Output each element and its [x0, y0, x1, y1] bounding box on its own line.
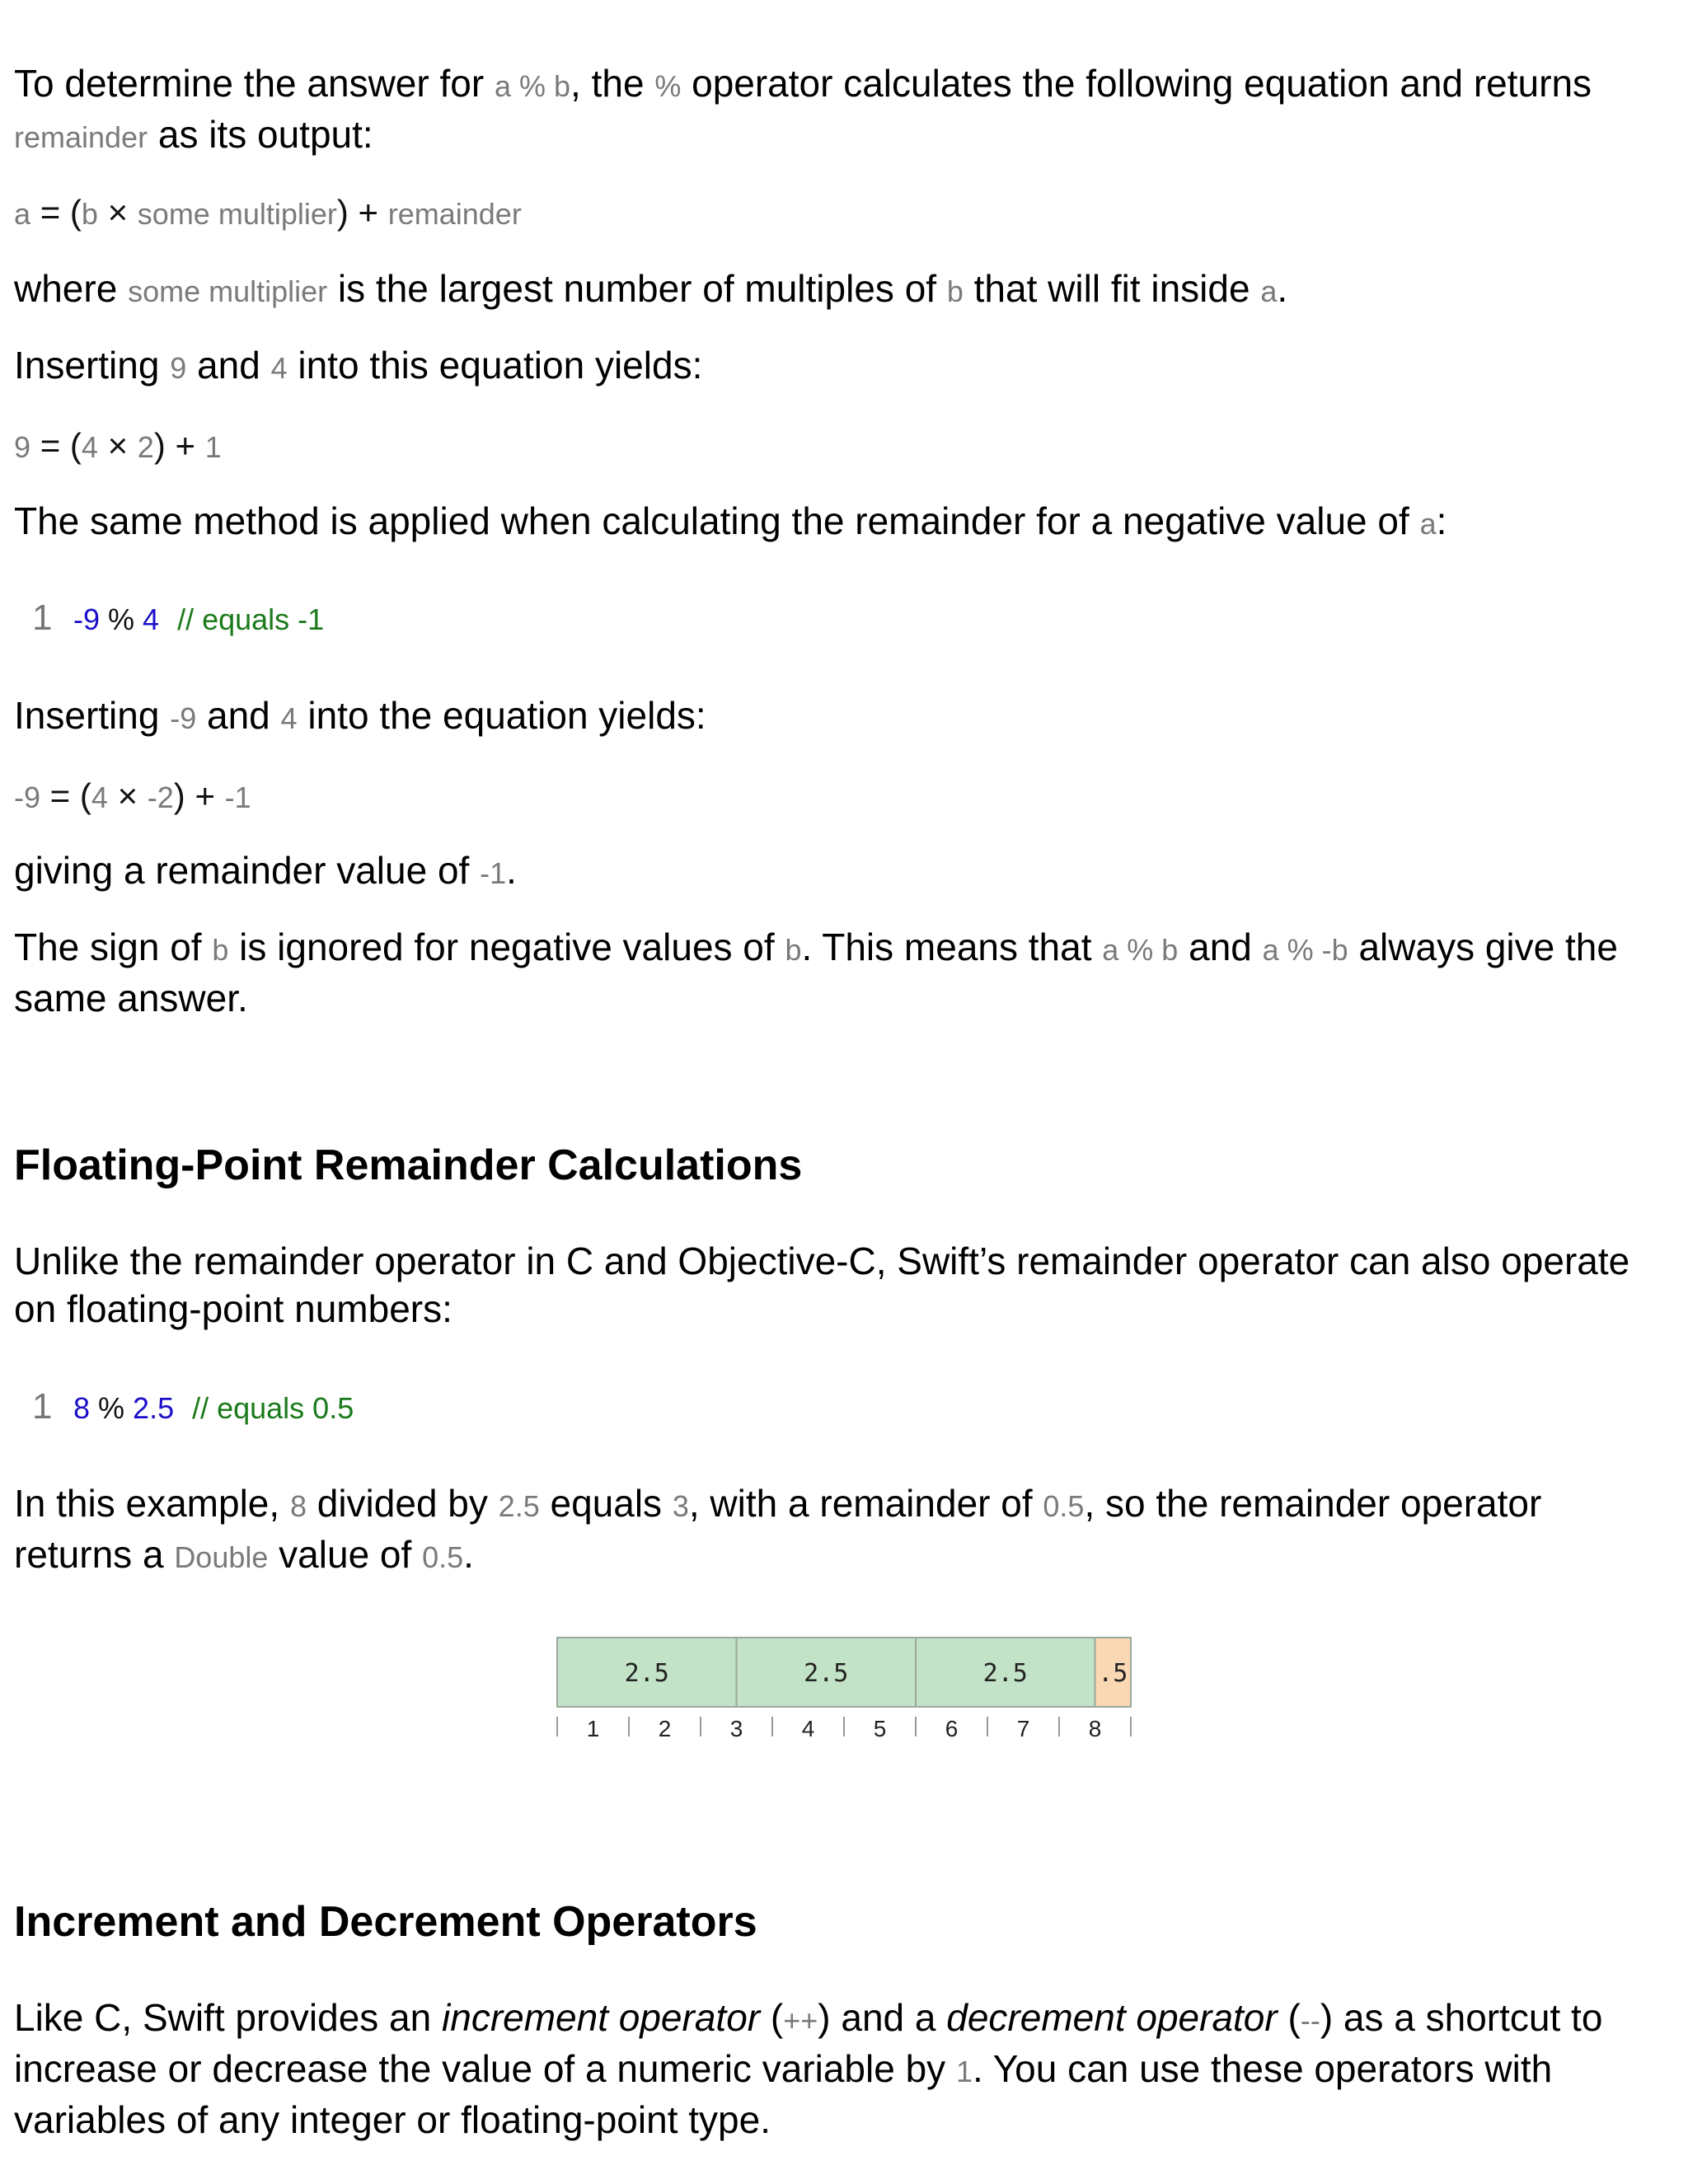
remainder-bar-chart [544, 1628, 1137, 1743]
paragraph-negative [14, 497, 1663, 548]
inline-code: -9 [170, 701, 197, 735]
text: Inserting [14, 344, 171, 387]
code-operator: % [100, 602, 143, 636]
tick-label-5: 5 [873, 1716, 887, 1741]
eq-term: 4 [81, 430, 98, 464]
inline-code: a [1260, 274, 1278, 308]
tick-label-8: 8 [1088, 1716, 1102, 1741]
code-block-floating [14, 1386, 1663, 1429]
paragraph-remainder-intro [14, 59, 1663, 162]
line-number: 1 [32, 1386, 53, 1427]
eq-term: -9 [14, 780, 41, 814]
inline-code: a % -b [1262, 933, 1348, 967]
inline-code: 9 [170, 351, 187, 385]
text: into the equation yields: [297, 694, 706, 737]
text: Like C, Swift provides an [14, 1996, 443, 2039]
text: . You can use these operators with variables of any integer or floating-point type. [14, 2047, 1553, 2141]
inline-code: -- [1300, 2004, 1320, 2037]
emphasis-term: decrement operator [946, 1996, 1278, 2039]
inline-code: some multiplier [128, 274, 328, 308]
inline-code: ++ [783, 2004, 818, 2037]
text: into this equation yields: [287, 344, 703, 387]
code-operator: % [90, 1391, 134, 1425]
text: ) and a [818, 1996, 947, 2039]
inline-code: Double [174, 1540, 269, 1574]
paragraph-remainder-value [14, 846, 1663, 898]
text: : [1436, 499, 1447, 542]
code-comment: // equals 0.5 [192, 1391, 354, 1425]
section-heading-increment [14, 1896, 1663, 1947]
code-literal: 2.5 [133, 1391, 175, 1425]
text: is the largest number of multiples of [327, 267, 947, 310]
tick-label-3: 3 [729, 1716, 743, 1741]
text: and [186, 344, 271, 387]
text: Inserting [14, 694, 171, 737]
heading-increment-decrement: Increment and Decrement Operators [14, 1898, 757, 1946]
eq-term: -2 [147, 780, 174, 814]
inline-code: 8 [289, 1489, 307, 1523]
inline-code: a % b [494, 69, 571, 103]
text: Unlike the remainder operator in C and Objective-C, Swift’s remainder operator can also operate on floating-point numbers: [14, 1240, 1630, 1330]
text: The same method is applied when calculating the remainder for a negative value of [14, 499, 1420, 542]
text: . [463, 1533, 474, 1576]
paragraph-inserting [14, 341, 1663, 392]
text: , the [570, 62, 655, 105]
inline-code: 0.5 [1043, 1489, 1085, 1523]
paragraph-sign-of-b [14, 923, 1663, 1022]
eq-operator: × [97, 426, 138, 465]
tick-label-4: 4 [801, 1716, 815, 1741]
eq-term: 9 [14, 430, 31, 464]
eq-term: b [81, 197, 98, 231]
paragraph-increment-intro [14, 1994, 1663, 2144]
eq-operator: = ( [40, 776, 91, 815]
inline-code: 1 [955, 2055, 973, 2088]
eq-term: 1 [204, 430, 222, 464]
text: The sign of [14, 926, 213, 968]
segment-label-2: 2.5 [804, 1659, 849, 1688]
code-literal: 8 [73, 1391, 91, 1425]
tick-label-2: 2 [658, 1716, 672, 1741]
text: where [14, 267, 129, 310]
segment-label-4: .5 [1098, 1659, 1128, 1688]
tick-label-1: 1 [586, 1716, 600, 1741]
eq-operator: = ( [30, 426, 82, 465]
text: operator calculates the following equation and returns [681, 62, 1592, 105]
inline-code: 4 [270, 351, 288, 385]
eq-operator: ) + [153, 426, 205, 465]
code-comment: // equals -1 [177, 602, 325, 636]
inline-code: remainder [14, 120, 148, 154]
emphasis-term: increment operator [442, 1996, 761, 2039]
text: always give the same answer. [14, 926, 1618, 1019]
section-heading-floating-point [14, 1140, 1663, 1191]
text: value of [268, 1533, 423, 1576]
eq-term: a [14, 197, 31, 231]
text: as its output: [148, 113, 373, 156]
inline-code: b [785, 933, 802, 967]
heading-floating-point: Floating-Point Remainder Calculations [14, 1141, 803, 1189]
inline-code: 4 [280, 701, 298, 735]
paragraph-inserting-negative [14, 691, 1663, 743]
text: , with a remainder of [688, 1482, 1043, 1525]
inline-code: a [1419, 507, 1437, 541]
code-literal: -9 [73, 602, 101, 636]
equation-general [14, 191, 1663, 236]
inline-code: -1 [480, 856, 507, 890]
inline-code: 2.5 [498, 1489, 540, 1523]
eq-term: remainder [387, 197, 522, 231]
tick-label-7: 7 [1016, 1716, 1030, 1741]
text: , so the remainder operator returns a [14, 1482, 1542, 1576]
segment-label-3: 2.5 [982, 1659, 1028, 1688]
text: and [1178, 926, 1263, 968]
eq-term: 2 [137, 430, 154, 464]
eq-operator: × [97, 193, 138, 232]
code-block-negative [14, 598, 1663, 640]
paragraph-floating-example [14, 1479, 1663, 1582]
text: equals [539, 1482, 673, 1525]
text: In this example, [14, 1482, 290, 1525]
text: ( [760, 1996, 784, 2039]
text: ) as a shortcut to increase or decrease the value of a numeric variable by [14, 1996, 1603, 2090]
eq-operator: ) + [336, 193, 388, 232]
text: . This means that [801, 926, 1103, 968]
eq-operator: × [107, 776, 148, 815]
text: giving a remainder value of [14, 849, 481, 892]
inline-code: b [212, 933, 229, 967]
line-number: 1 [32, 598, 53, 638]
text: is ignored for negative values of [228, 926, 785, 968]
text: To determine the answer for [14, 62, 495, 105]
text: . [506, 849, 517, 892]
inline-code: 3 [672, 1489, 689, 1523]
text: and [196, 694, 281, 737]
code-literal: 4 [143, 602, 160, 636]
tick-label-6: 6 [945, 1716, 959, 1741]
eq-operator: = ( [30, 193, 82, 232]
equation-negative [14, 775, 1663, 819]
eq-operator: ) + [173, 776, 225, 815]
inline-code: 0.5 [422, 1540, 464, 1574]
remainder-diagram [544, 1628, 1137, 1747]
inline-code: % [654, 69, 682, 103]
paragraph-multiplier [14, 265, 1663, 316]
text: divided by [306, 1482, 499, 1525]
segment-label-1: 2.5 [624, 1659, 669, 1688]
paragraph-floating-intro [14, 1237, 1663, 1333]
inline-code: a % b [1102, 933, 1179, 967]
text: ( [1277, 1996, 1301, 2039]
equation-example [14, 424, 1663, 469]
text: that will fit inside [963, 267, 1261, 310]
eq-term: some multiplier [137, 197, 337, 231]
inline-code: b [946, 274, 964, 308]
eq-term: -1 [224, 780, 251, 814]
eq-term: 4 [91, 780, 108, 814]
text: . [1277, 267, 1288, 310]
